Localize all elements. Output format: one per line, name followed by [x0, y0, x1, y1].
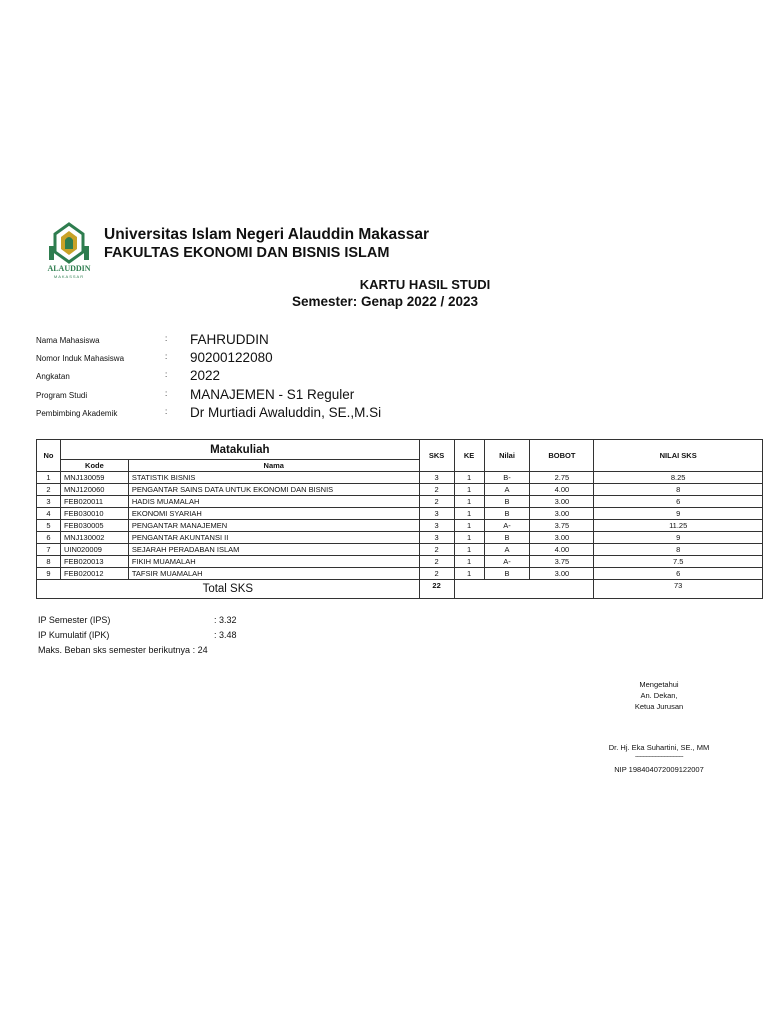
info-label: Nama Mahasiswa: [36, 336, 100, 345]
cell-nama: HADIS MUAMALAH: [128, 496, 419, 508]
col-nilai-sks-header: NILAI SKS: [594, 440, 763, 472]
cell-nama: TAFSIR MUAMALAH: [128, 568, 419, 580]
col-matakuliah-header: Matakuliah: [60, 440, 419, 460]
table-row: [37, 484, 763, 496]
table-row: [37, 532, 763, 544]
faculty-name: FAKULTAS EKONOMI DAN BISNIS ISLAM: [104, 245, 390, 261]
cell-ke: 1: [454, 496, 484, 508]
cell-sks: 2: [419, 484, 454, 496]
cell-nilai-sks: 7.5: [594, 556, 763, 568]
cell-ke: 1: [454, 484, 484, 496]
max-load-value: : 24: [192, 645, 208, 655]
logo-text: ALAUDDIN: [47, 264, 91, 273]
cell-nilai-sks: 9: [594, 532, 763, 544]
ipk-label: IP Kumulatif (IPK): [38, 630, 110, 640]
cell-nilai: B: [484, 496, 530, 508]
table-row: [37, 508, 763, 520]
cell-kode: UIN020009: [60, 544, 128, 556]
semester-subtitle: Semester: Genap 2022 / 2023: [291, 294, 479, 309]
ips-row: [38, 615, 237, 625]
signatory-name: Dr. Hj. Eka Suhartini, SE., MM: [608, 743, 710, 752]
table-row: [37, 568, 763, 580]
logo-subtext: MAKASSAR: [53, 274, 85, 279]
cell-ke: 1: [454, 568, 484, 580]
info-colon: :: [165, 352, 168, 361]
cell-bobot: 4.00: [530, 544, 594, 556]
cell-no: 1: [37, 472, 61, 484]
document-title: KARTU HASIL STUDI: [359, 277, 491, 292]
info-label: Pembimbing Akademik: [36, 409, 118, 418]
university-logo: [43, 222, 95, 282]
total-sks-value: 22: [419, 580, 454, 599]
cell-ke: 1: [454, 532, 484, 544]
cell-nilai-sks: 6: [594, 496, 763, 508]
cell-sks: 3: [419, 532, 454, 544]
cell-bobot: 3.00: [530, 568, 594, 580]
signature-mengetahui: Mengetahui: [639, 680, 679, 689]
cell-bobot: 3.75: [530, 520, 594, 532]
cell-kode: FEB030010: [60, 508, 128, 520]
ips-label: IP Semester (IPS): [38, 615, 111, 625]
ipk-row: [38, 630, 237, 640]
cell-no: 6: [37, 532, 61, 544]
info-row-program: [36, 387, 456, 405]
cell-nama: SEJARAH PERADABAN ISLAM: [128, 544, 419, 556]
cell-nama: PENGANTAR MANAJEMEN: [128, 520, 419, 532]
cell-ke: 1: [454, 508, 484, 520]
cell-no: 3: [37, 496, 61, 508]
cell-nilai-sks: 8: [594, 484, 763, 496]
total-nilai-sks-value: 73: [594, 580, 763, 599]
ipk-value: : 3.48: [214, 630, 237, 640]
cell-nilai: B: [484, 568, 530, 580]
col-nama-header: Nama: [128, 460, 419, 472]
info-row-nim: [36, 350, 456, 368]
info-row-angkatan: [36, 368, 456, 386]
cell-nilai: B: [484, 532, 530, 544]
cell-kode: FEB020012: [60, 568, 128, 580]
cell-ke: 1: [454, 472, 484, 484]
cell-bobot: 3.00: [530, 508, 594, 520]
cell-nilai: B: [484, 508, 530, 520]
grades-table: [36, 439, 763, 599]
col-kode-header: Kode: [60, 460, 128, 472]
cell-no: 5: [37, 520, 61, 532]
cell-sks: 2: [419, 496, 454, 508]
cell-nama: PENGANTAR SAINS DATA UNTUK EKONOMI DAN BISNIS: [128, 484, 419, 496]
cell-kode: FEB020011: [60, 496, 128, 508]
signatory-nip: NIP 198404072009122007: [614, 765, 704, 774]
table-row: [37, 472, 763, 484]
cell-sks: 2: [419, 556, 454, 568]
info-colon: :: [165, 370, 168, 379]
cell-nilai-sks: 6: [594, 568, 763, 580]
cell-sks: 3: [419, 508, 454, 520]
col-no-header: No: [37, 440, 61, 472]
cell-no: 7: [37, 544, 61, 556]
cell-kode: MNJ120060: [60, 484, 128, 496]
cell-kode: FEB020013: [60, 556, 128, 568]
col-bobot-header: BOBOT: [530, 440, 594, 472]
logo-emblem-icon: [43, 222, 95, 282]
cell-nilai-sks: 9: [594, 508, 763, 520]
cell-bobot: 3.00: [530, 496, 594, 508]
cell-kode: FEB030005: [60, 520, 128, 532]
cell-nilai: A: [484, 544, 530, 556]
cell-nilai: A-: [484, 556, 530, 568]
ips-value: : 3.32: [214, 615, 237, 625]
cell-nama: EKONOMI SYARIAH: [128, 508, 419, 520]
info-label: Angkatan: [36, 372, 70, 381]
cell-nilai: B-: [484, 472, 530, 484]
table-row: [37, 544, 763, 556]
cell-sks: 2: [419, 568, 454, 580]
cell-nilai: A-: [484, 520, 530, 532]
cell-bobot: 2.75: [530, 472, 594, 484]
table-total-row: [37, 580, 763, 599]
cell-ke: 1: [454, 520, 484, 532]
signature-an-dekan: An. Dekan,: [640, 691, 678, 700]
cell-no: 8: [37, 556, 61, 568]
student-advisor: Dr Murtiadi Awaluddin, SE.,M.Si: [190, 405, 382, 420]
info-row-advisor: [36, 405, 456, 423]
cell-no: 2: [37, 484, 61, 496]
cell-nilai-sks: 11.25: [594, 520, 763, 532]
cell-nilai: A: [484, 484, 530, 496]
signature-ketua-jurusan: Ketua Jurusan: [634, 702, 684, 711]
cell-nilai-sks: 8: [594, 544, 763, 556]
cell-bobot: 3.00: [530, 532, 594, 544]
cell-ke: 1: [454, 556, 484, 568]
total-empty-cell: [454, 580, 594, 599]
info-colon: :: [165, 334, 168, 343]
col-nilai-header: Nilai: [484, 440, 530, 472]
cell-nilai-sks: 8.25: [594, 472, 763, 484]
student-program: MANAJEMEN - S1 Reguler: [190, 387, 355, 402]
col-sks-header: SKS: [419, 440, 454, 472]
cell-sks: 3: [419, 520, 454, 532]
student-angkatan: 2022: [190, 368, 221, 383]
cell-nama: STATISTIK BISNIS: [128, 472, 419, 484]
cell-sks: 3: [419, 472, 454, 484]
table-row: [37, 520, 763, 532]
cell-nama: FIKIH MUAMALAH: [128, 556, 419, 568]
info-label: Nomor Induk Mahasiswa: [36, 354, 125, 363]
table-row: [37, 496, 763, 508]
student-name: FAHRUDDIN: [190, 332, 269, 347]
signature-line: --------------------------------: [635, 754, 683, 760]
info-row-name: [36, 332, 456, 350]
max-load-label: Maks. Beban sks semester berikutnya: [38, 645, 191, 655]
max-load-row: [38, 645, 208, 655]
cell-bobot: 4.00: [530, 484, 594, 496]
cell-no: 9: [37, 568, 61, 580]
table-header-row: [37, 440, 763, 460]
cell-ke: 1: [454, 544, 484, 556]
cell-kode: MNJ130059: [60, 472, 128, 484]
col-ke-header: KE: [454, 440, 484, 472]
info-colon: :: [165, 389, 168, 398]
student-nim: 90200122080: [190, 350, 273, 365]
cell-kode: MNJ130002: [60, 532, 128, 544]
cell-bobot: 3.75: [530, 556, 594, 568]
cell-no: 4: [37, 508, 61, 520]
cell-nama: PENGANTAR AKUNTANSI II: [128, 532, 419, 544]
university-name: Universitas Islam Negeri Alauddin Makassar: [104, 226, 430, 243]
info-label: Program Studi: [36, 391, 88, 400]
table-row: [37, 556, 763, 568]
info-colon: :: [165, 407, 168, 416]
cell-sks: 2: [419, 544, 454, 556]
total-sks-label: Total SKS: [37, 580, 420, 599]
